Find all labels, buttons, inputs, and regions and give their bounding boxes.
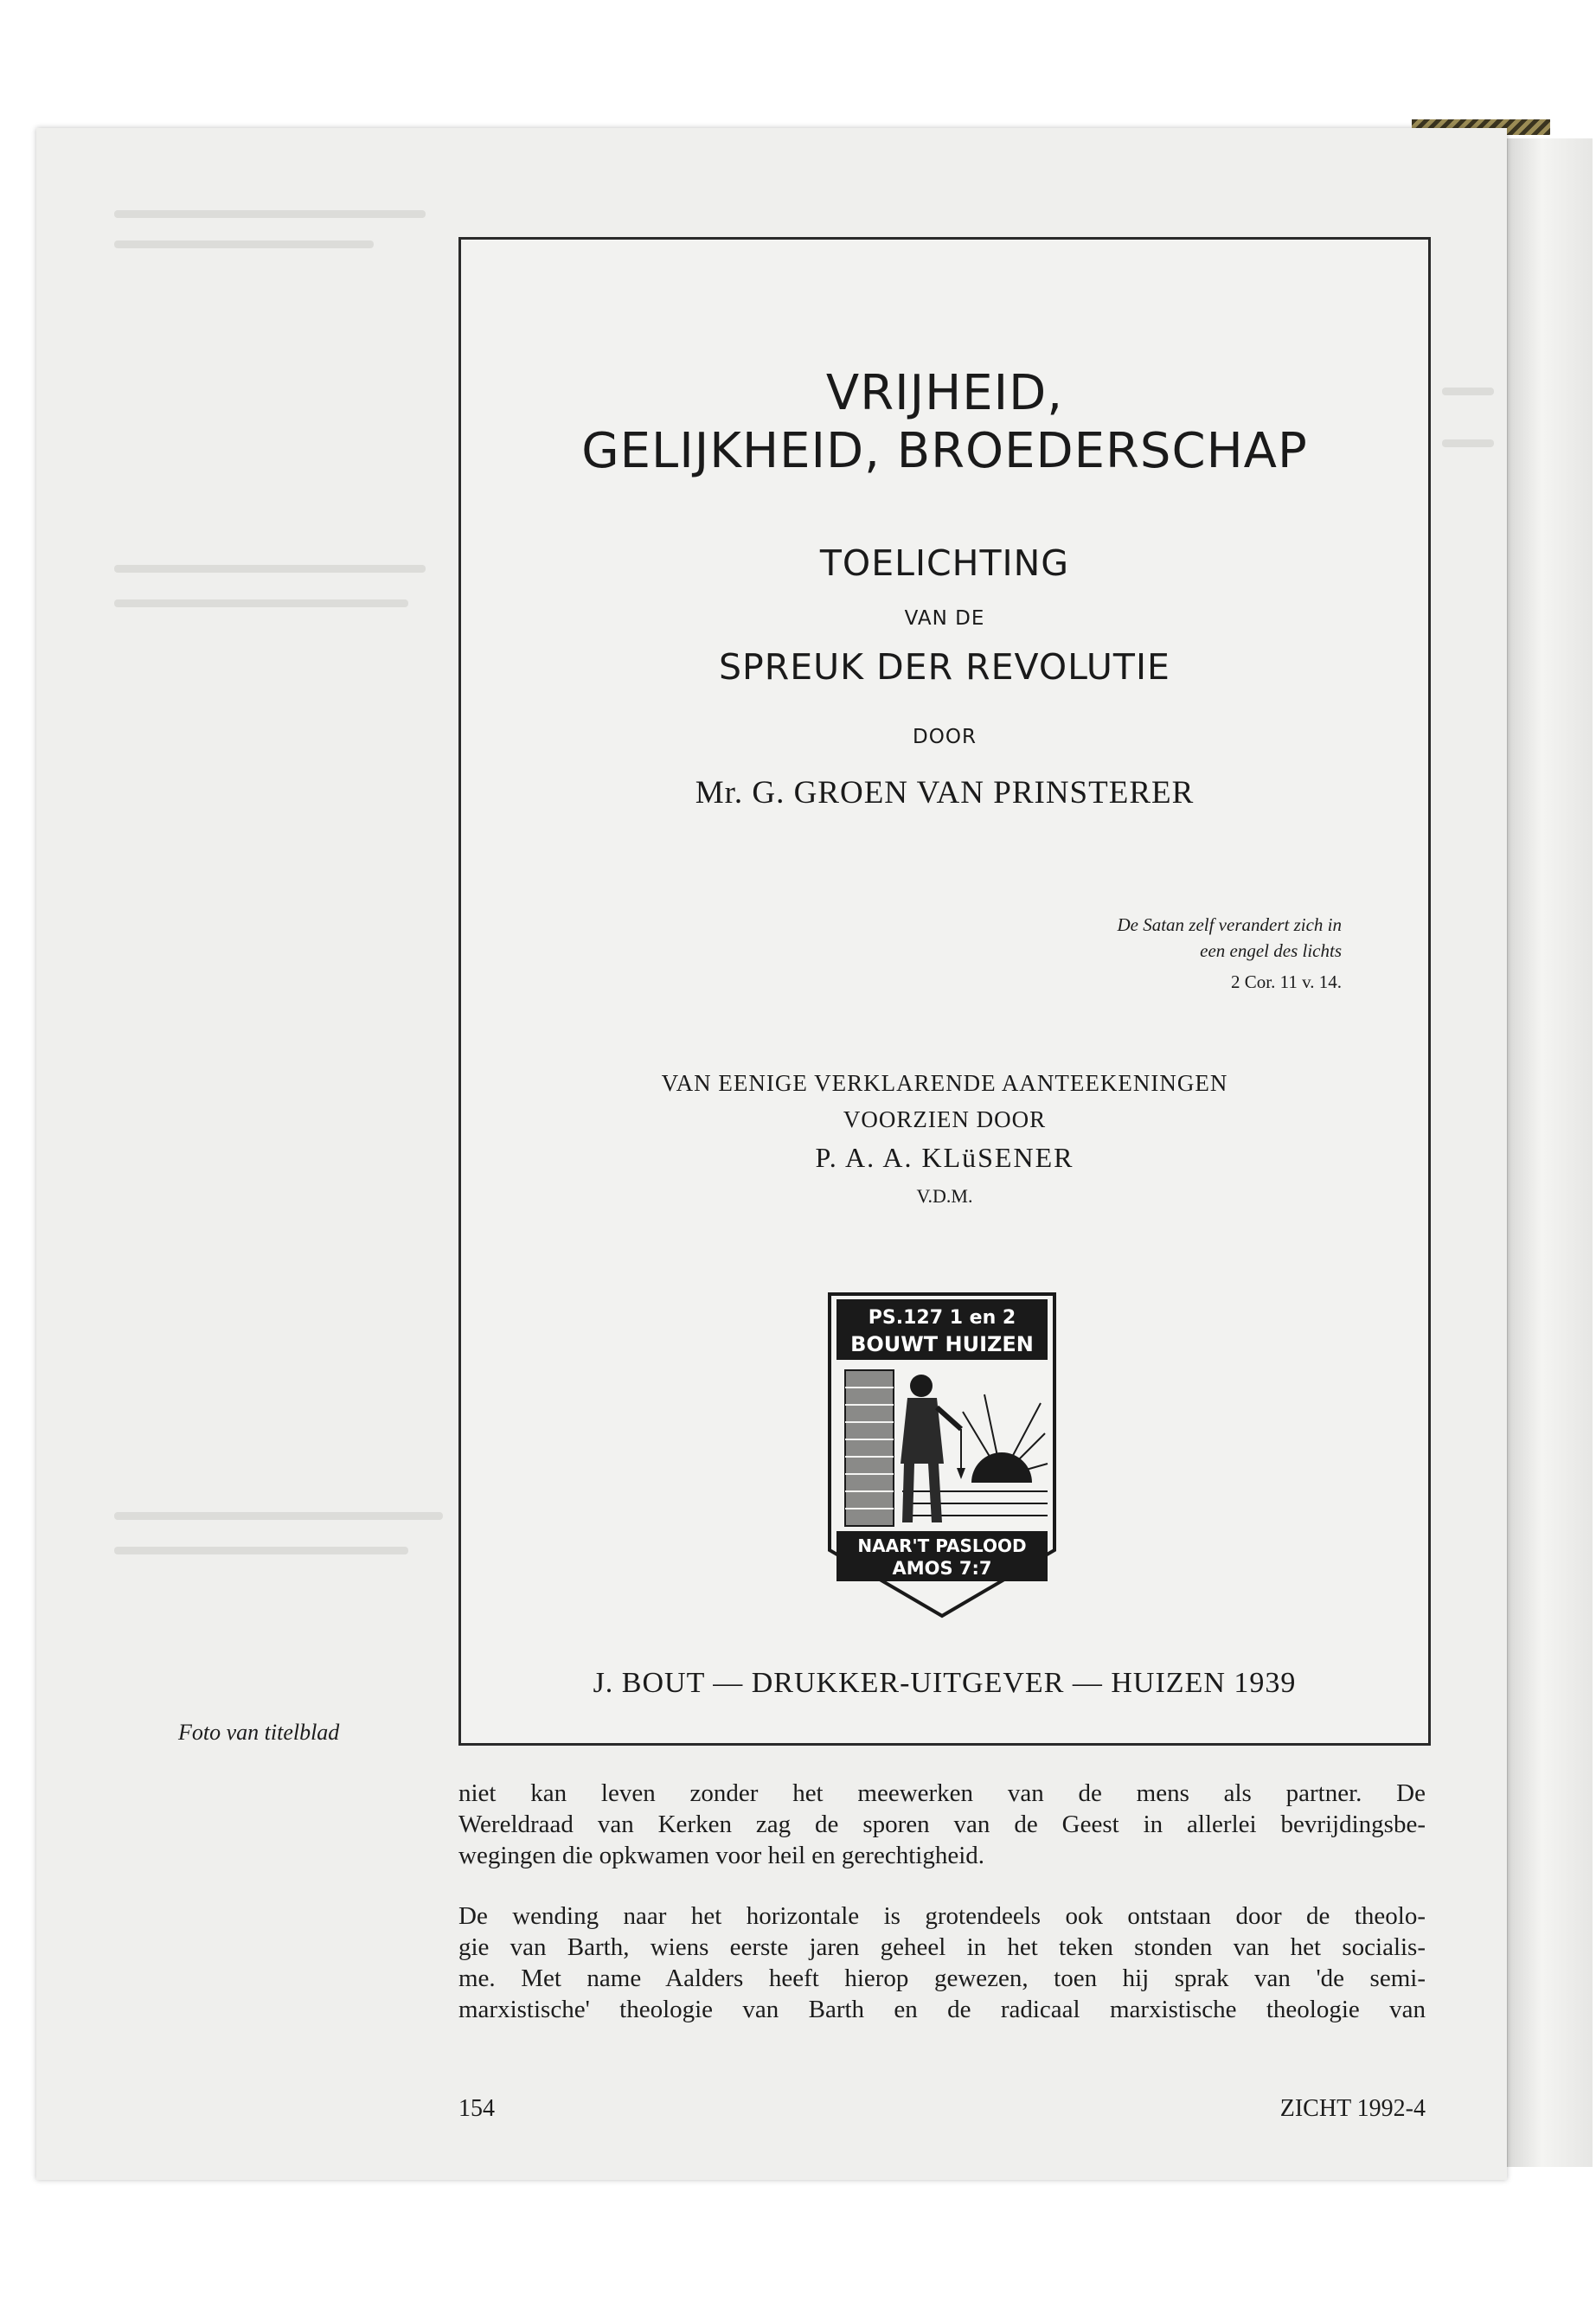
journal-issue: ZICHT 1992-4	[1279, 2095, 1426, 2122]
text-line: niet kan leven zonder het meewerken van de mens als partner. De	[458, 1779, 1426, 1807]
by-label: DOOR	[913, 726, 977, 748]
subtitle-van-de: VAN DE	[904, 607, 985, 630]
editor-title: V.D.M.	[916, 1185, 973, 1207]
editor-line-1: VAN EENIGE VERKLARENDE AANTEEKENINGEN	[661, 1070, 1228, 1096]
text-line: gie van Barth, wiens eerste jaren geheel in het teken stonden van het socialis-	[458, 1933, 1426, 1961]
paragraph-1	[458, 1778, 1426, 1871]
publisher-emblem-icon	[824, 1291, 1060, 1619]
emblem-bottom-text-1: NAAR'T PASLOOD	[857, 1535, 1027, 1556]
page-number: 154	[458, 2095, 495, 2122]
author: Mr. G. GROEN VAN PRINSTERER	[695, 775, 1195, 811]
emblem-bottom-text-2: AMOS 7:7	[892, 1558, 992, 1579]
publisher-line: J. BOUT — DRUKKER-UITGEVER — HUIZEN 1939	[593, 1667, 1297, 1699]
emblem-top-text-2: BOUWT HUIZEN	[850, 1332, 1034, 1356]
quote-reference: 2 Cor. 11 v. 14.	[1231, 971, 1342, 992]
subtitle-spreuk: SPREUK DER REVOLUTIE	[719, 646, 1170, 688]
title-line-2: GELIJKHEID, BROEDERSCHAP	[581, 423, 1308, 479]
quote-line-2: een engel des lichts	[1200, 940, 1342, 961]
subtitle-toelichting: TOELICHTING	[819, 542, 1070, 584]
text-line: Wereldraad van Kerken zag de sporen van de Geest in allerlei bevrijdingsbe-	[458, 1811, 1426, 1838]
paragraph-2	[458, 1900, 1426, 2025]
editor-name: P. A. A. KLüSENER	[815, 1142, 1074, 1173]
title-page-reproduction	[458, 237, 1431, 1746]
page-edge	[1507, 138, 1593, 2167]
text-line: me. Met name Aalders heeft hierop gewezen, toen hij sprak van 'de semi-	[458, 1965, 1426, 1992]
text-line: marxistische' theologie van Barth en de radicaal marxistische theologie van	[458, 1996, 1426, 2023]
title-line-1: VRIJHEID,	[825, 365, 1064, 421]
text-line: wegingen die opkwamen voor heil en gerechtigheid.	[458, 1842, 984, 1869]
emblem-top-text-1: PS.127 1 en 2	[868, 1307, 1016, 1329]
quote-line-1: De Satan zelf verandert zich in	[1117, 914, 1342, 935]
photo-caption: Foto van titelblad	[178, 1720, 340, 1745]
editor-line-2: VOORZIEN DOOR	[843, 1106, 1047, 1132]
text-line: De wending naar het horizontale is grotendeels ook ontstaan door de theolo-	[458, 1902, 1426, 1930]
